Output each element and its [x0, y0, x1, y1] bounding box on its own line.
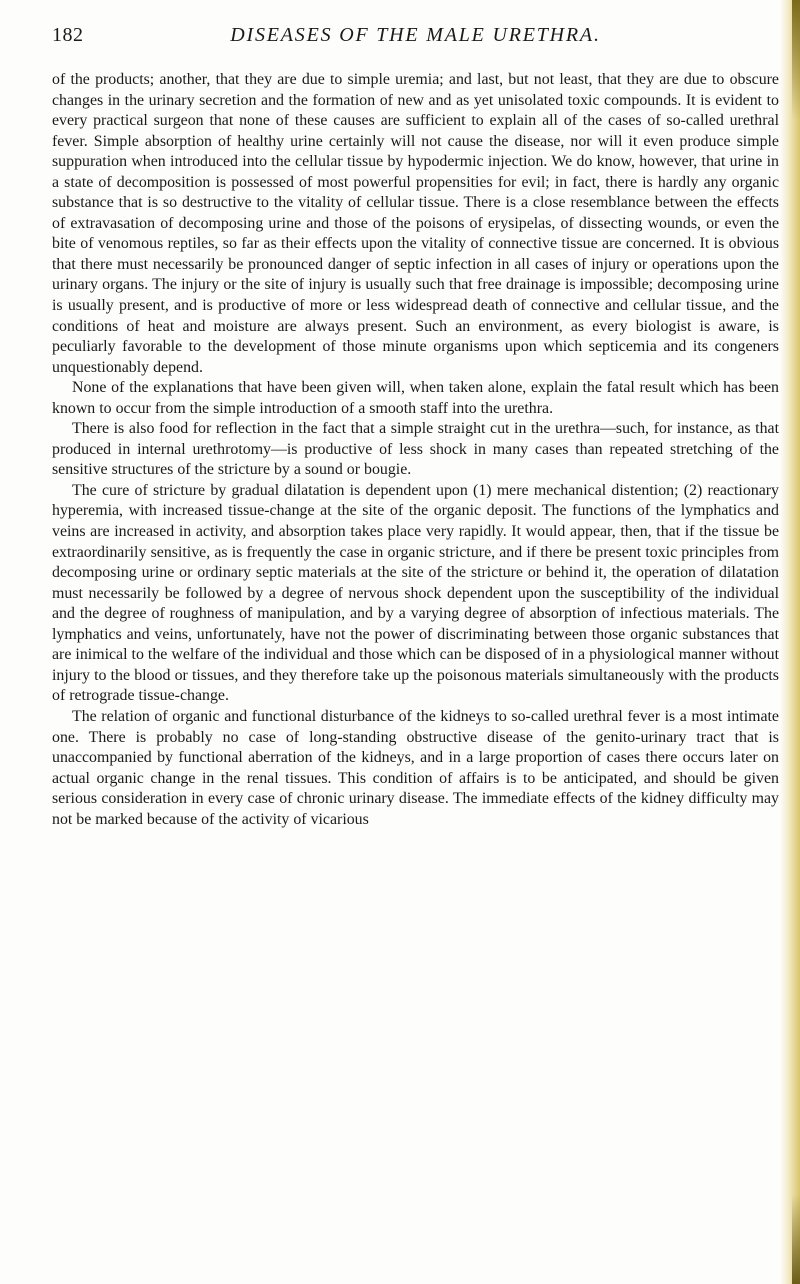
- page-edge-bottom: [792, 1194, 800, 1284]
- paragraph-2: None of the explanations that have been given will, when taken alone, explain the fatal result which has been known to occur from the simple introduction of a smooth staff into the urethra.: [52, 379, 779, 417]
- page-edge-top: [792, 0, 800, 120]
- running-head: DISEASES OF THE MALE URETHRA.: [230, 24, 601, 46]
- paragraph-3: There is also food for reflection in the fact that a simple straight cut in the urethra—such, for instance, as that produced in internal urethrotomy—is productive of less shock in many cases than repeated stretching of the sensitive structures of the stricture by a sound or bougie.: [52, 420, 779, 479]
- paragraph-4: The cure of stricture by gradual dilatation is dependent upon (1) mere mechanical distention; (2) reactionary hyperemia, with increased tissue-change at the site of the organic deposit. The functions of the lymphatics and veins are increased in activity, and absorption takes place very rapidly. It would appear, then, that if the tissue be extraordinarily sensitive, as is frequently the case in organic stricture, and if there be present toxic principles from decomposing urine or ordinary septic materials at the site of the stricture or behind it, the operation of dilatation must necessarily be followed by a degree of nervous shock dependent upon the susceptibility of the individual and the degree of roughness of manipulation, and by a varying degree of absorption of infectious materials. The lymphatics and veins, unfortunately, have not the power of discriminating between those organic substances that are inimical to the welfare of the individual and those which can be disposed of in a physiological manner without injury to the blood or tissues, and they therefore take up the poisonous materials simultaneously with the products of retrograde tissue-change.: [52, 481, 779, 705]
- page-header: [52, 24, 779, 52]
- page-edge: [780, 0, 800, 1284]
- body-text: [52, 70, 779, 830]
- paragraph-1: of the products; another, that they are due to simple uremia; and last, but not least, that they are due to obscure changes in the urinary secretion and the formation of new and as yet unisolated toxic compounds. It is evident to every practical surgeon that none of these causes are sufficient to explain all of the cases of so-called urethral fever. Simple absorption of healthy urine certainly will not cause the disease, nor will it even produce simple suppuration when introduced into the cellular tissue by hypodermic injection. We do know, however, that urine in a state of decomposition is possessed of most powerful propensities for evil; in fact, there is hardly any organic substance that is so destructive to the vitality of cellular tissue. There is a close resemblance between the effects of extravasation of decomposing urine and those of the poisons of erysipelas, of dissecting wounds, or even the bite of venomous reptiles, so far as their effects upon the vitality of connective tissue are concerned. It is obvious that there must necessarily be pronounced danger of septic infection in all cases of injury or operations upon the urinary organs. The injury or the site of injury is usually such that free drainage is impossible; decomposing urine is usually present, and is productive of more or less widespread death of connective and cellular tissue, and the conditions of heat and moisture are always present. Such an environment, as every biologist is aware, is peculiarly favorable to the development of those minute organisms upon which septicemia and its congeners unquestionably depend.: [52, 71, 779, 376]
- paragraph-5: The relation of organic and functional disturbance of the kidneys to so-called urethral fever is a most intimate one. There is probably no case of long-standing obstructive disease of the genito-urinary tract that is unaccompanied by functional aberration of the kidneys, and in a large proportion of cases there occurs later on actual organic change in the renal tissues. This condition of affairs is to be anticipated, and should be given serious consideration in every case of chronic urinary disease. The immediate effects of the kidney difficulty may not be marked because of the activity of vicarious: [52, 707, 779, 828]
- page-number: 182: [52, 24, 84, 46]
